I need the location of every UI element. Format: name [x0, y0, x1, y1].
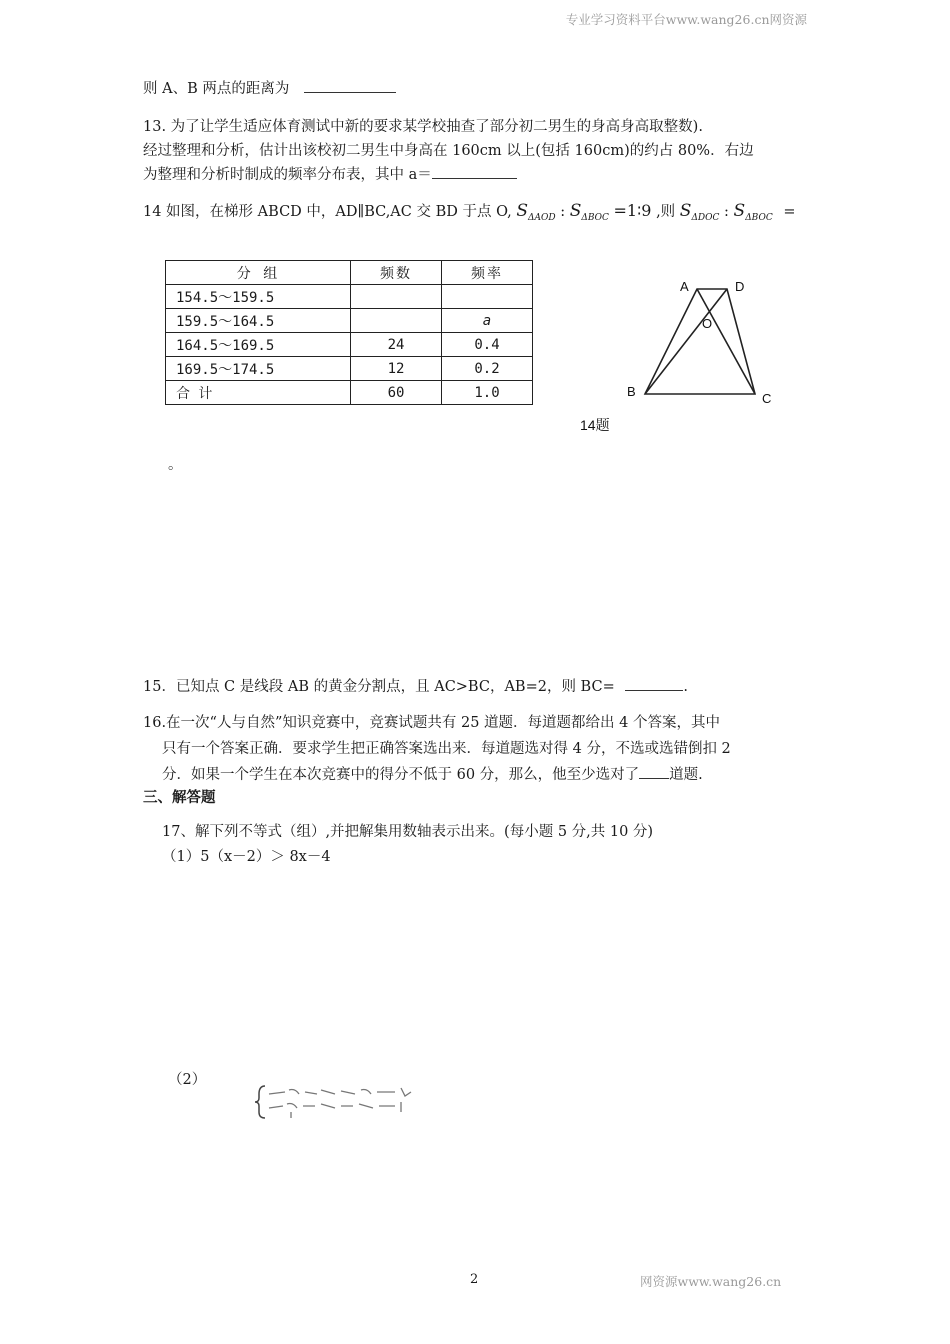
table-cell: [351, 309, 442, 333]
vertex-label-c: C: [762, 391, 772, 406]
q14-s-aod: $S_{\Delta AOD}$: [516, 201, 556, 223]
table-header-cell: 频率: [442, 261, 533, 285]
table-row: [166, 357, 533, 381]
q16-answer-blank: [639, 764, 669, 779]
page-number: 2: [470, 1272, 479, 1287]
trapezoid-figure: [580, 272, 795, 442]
q14-prefix: 14 如图，在梯形 ABCD 中，AD∥BC,AC 交 BD 于点 O,: [143, 204, 512, 220]
table-cell: 1.0: [442, 381, 533, 405]
table-row: [166, 309, 533, 333]
inequality-system-image: [255, 1082, 425, 1122]
q15: [143, 675, 688, 696]
q16-line-3b: 道题.: [669, 767, 703, 783]
table-cell: 24: [351, 333, 442, 357]
q14-equals: =: [783, 204, 796, 220]
table-cell: [442, 285, 533, 309]
table-cell: [351, 285, 442, 309]
diagonal-bd: [645, 289, 727, 394]
q14-colon-2: :: [724, 204, 729, 220]
q13-line-2: 经过整理和分析，估计出该校初二男生中身高在 160cm 以上(包括 160cm)的约占 80%．右边: [143, 143, 754, 159]
trapezoid-lines: [645, 289, 755, 394]
q12-tail-text: 则 A、B 两点的距离为: [143, 81, 290, 97]
trapezoid-abcd: [645, 289, 755, 394]
stray-period: 。: [168, 457, 183, 473]
q17-part-1: （1）5（x－2）＞ 8x－4: [162, 849, 331, 865]
section-title: 三、解答题: [143, 789, 216, 806]
vertex-label-a: A: [680, 279, 689, 294]
table-cell: 0.2: [442, 357, 533, 381]
q16-line-3a: 分．如果一个学生在本次竞赛中的得分不低于 60 分，那么，他至少选对了: [162, 767, 640, 783]
vertex-label-o: O: [702, 316, 713, 331]
q14-colon-1: :: [560, 204, 566, 220]
q15-end: .: [683, 679, 688, 695]
q13-line-3-text: 为整理和分析时制成的频率分布表，其中 a＝: [143, 167, 432, 183]
table-cell: 60: [351, 381, 442, 405]
q16-line-3: [162, 763, 703, 784]
page-header-source: 专业学习资料平台www.wang26.cn网资源: [565, 12, 807, 27]
table-cell: 159.5～164.5: [166, 309, 351, 333]
table-cell: 0.4: [442, 333, 533, 357]
q14-s-doc: $S_{\Delta DOC}$: [679, 201, 720, 223]
footer-source-url: 网资源www.wang26.cn: [640, 1274, 782, 1289]
table-header-cell: 频数: [351, 261, 442, 285]
q13-line-1: 13. 为了让学生适应体育测试中新的要求某学校抽查了部分初二男生的身高身高取整数).: [143, 119, 703, 135]
table-cell: 164.5～169.5: [166, 333, 351, 357]
q14-stem: [143, 200, 796, 223]
table-header-row: [166, 261, 533, 285]
vertex-label-d: D: [735, 279, 745, 294]
table-row: [166, 333, 533, 357]
table-row: [166, 285, 533, 309]
system-equations-faint: [269, 1088, 411, 1118]
q12-tail: [143, 77, 396, 98]
q16-line-2: 只有一个答案正确．要求学生把正确答案选出来．每道题选对得 4 分，不选或选错倒扣 2: [162, 741, 731, 757]
q17-part-2: （2）: [168, 1072, 207, 1088]
q15-text: 15．已知点 C 是线段 AB 的黄金分割点，且 AC>BC，AB=2，则 BC=: [143, 679, 615, 695]
q13-line-3: [143, 163, 517, 184]
q12-answer-blank: [304, 78, 396, 93]
q17-line-1: 17、解下列不等式（组）,并把解集用数轴表示出来。(每小题 5 分,共 10 分): [162, 824, 654, 840]
diagonal-ac: [697, 289, 755, 394]
system-brace: [255, 1086, 265, 1118]
table-cell: 154.5～159.5: [166, 285, 351, 309]
figure-caption: 14题: [580, 417, 610, 433]
q13-answer-blank: [432, 164, 517, 179]
table-cell: 12: [351, 357, 442, 381]
q14-ratio: =1∶9: [613, 201, 652, 220]
table-cell: 合 计: [166, 381, 351, 405]
table-cell: a: [442, 309, 533, 333]
q14-then: ,则: [656, 204, 676, 220]
table-header-cell: 分 组: [166, 261, 351, 285]
vertex-label-b: B: [627, 384, 636, 399]
q14-s-boc-2: $S_{\Delta BOC}$: [733, 201, 773, 223]
frequency-table: [165, 260, 533, 405]
table-cell: 169.5～174.5: [166, 357, 351, 381]
table-row: [166, 381, 533, 405]
q16-line-1: 16.在一次“人与自然”知识竞赛中，竞赛试题共有 25 道题．每道题都给出 4 个答案，其中: [143, 715, 720, 731]
q14-s-boc: $S_{\Delta BOC}$: [569, 201, 609, 223]
q15-answer-blank: [625, 676, 683, 691]
